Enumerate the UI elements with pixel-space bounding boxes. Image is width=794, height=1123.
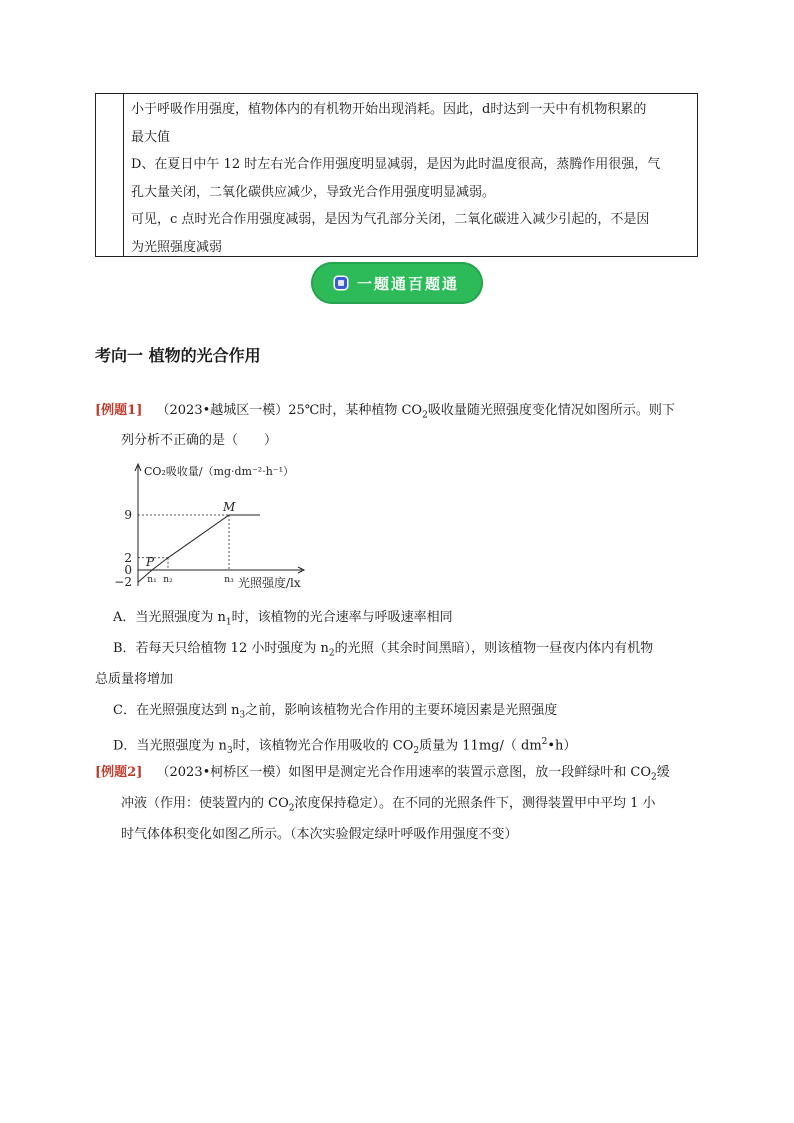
example1-line2: 列分析不正确的是（ ） — [121, 433, 278, 448]
example1-tag: [例题1] — [95, 403, 143, 418]
series-line — [138, 515, 260, 582]
point-label-p: P — [146, 555, 155, 569]
table-line: 可见，c 点时光合作用强度减弱，是因为气孔部分关闭，二氧化碳进入减少引起的，不是因 — [131, 212, 650, 227]
example1-text: 吸收量随光照强度变化情况如图所示。则下 — [427, 403, 675, 418]
chart-marks — [138, 515, 260, 582]
example2-text: （2023•柯桥区一模）如图甲是测定光合作用速率的装置示意图，放一段鲜绿叶和 CO — [156, 765, 651, 780]
example1-text: （2023•越城区一模）25℃时，某种植物 CO — [156, 403, 423, 418]
subscript: 2 — [328, 648, 335, 659]
option-text: C．在光照强度达到 n — [113, 703, 240, 718]
option-b — [113, 639, 653, 664]
option-text: 时，该植物光合作用吸收的 CO — [232, 738, 414, 754]
answer-cell — [131, 96, 693, 261]
subscript: 2 — [288, 803, 295, 814]
badge-label: 一题通百题通 — [356, 274, 459, 293]
example2-tag: [例题2] — [95, 765, 143, 780]
subscript: 3 — [226, 745, 233, 756]
example2-line1 — [95, 763, 670, 788]
example2-line2 — [121, 794, 656, 819]
section-badge — [311, 262, 483, 304]
y-tick-label: 2 — [124, 550, 132, 565]
table-line: 孔大量关闭，二氧化碳供应减少，导致光合作用强度明显减弱。 — [131, 184, 496, 200]
example2-text: 浓度保持稳定）。在不同的光照条件下，测得装置甲中平均 1 小 — [294, 796, 656, 811]
chart-axes — [135, 464, 304, 586]
example2-text: 冲液（作用：使装置内的 CO — [121, 796, 289, 811]
option-text: 时，该植物的光合速率与呼吸速率相同 — [231, 610, 453, 625]
option-text: B．若每天只给植物 12 小时强度为 n — [113, 641, 329, 656]
subscript: 2 — [651, 772, 657, 783]
table-line: D、在夏日中午 12 时左右光合作用强度明显减弱，是因为此时温度很高，蒸腾作用很强，气 — [131, 157, 661, 172]
subscript: 2 — [413, 745, 420, 756]
y-tick-label: 0 — [124, 563, 132, 577]
option-a — [113, 608, 453, 633]
option-text: 之前，影响该植物光合作用的主要环境因素是光照强度 — [245, 703, 558, 718]
table-line: 最大值 — [131, 129, 171, 145]
table-column-divider — [123, 94, 124, 256]
option-text: 的光照（其余时间黑暗），则该植物一昼夜内体内有机物 — [334, 641, 654, 656]
x-tick-label: n₁ — [147, 575, 157, 585]
option-c — [113, 701, 557, 726]
subscript: 1 — [225, 617, 232, 628]
co2-absorption-chart — [112, 458, 322, 598]
example1-line1 — [95, 401, 675, 426]
x-tick-label: n₃ — [224, 575, 234, 585]
table-line: 为光照强度减弱 — [131, 239, 223, 255]
x-axis-label: 光照强度/lx — [238, 576, 301, 590]
option-d — [113, 732, 576, 761]
point-label-m: M — [223, 500, 236, 515]
option-text: •h） — [547, 738, 577, 754]
answer-table — [95, 93, 698, 257]
badge-icon — [335, 277, 347, 289]
y-tick-label: 9 — [124, 508, 132, 523]
x-tick-label: n₂ — [163, 575, 173, 585]
option-b-continued: 总质量将增加 — [95, 672, 174, 687]
subscript: 3 — [239, 710, 246, 721]
option-text: D．当光照强度为 n — [113, 738, 227, 754]
section-title: 考向一 植物的光合作用 — [95, 346, 261, 365]
option-text: A．当光照强度为 n — [113, 610, 226, 625]
example2-text: 缓 — [656, 765, 670, 780]
subscript: 2 — [422, 410, 428, 421]
y-axis-label: CO₂吸收量/（mg·dm⁻²·h⁻¹） — [144, 465, 295, 478]
y-tick-label: −2 — [114, 575, 132, 590]
superscript: 2 — [541, 737, 548, 747]
table-line: 小于呼吸作用强度，植物体内的有机物开始出现消耗。因此，d时达到一天中有机物积累的 — [131, 102, 647, 117]
option-text: 质量为 11mg/（ dm — [419, 738, 542, 754]
chart-labels — [114, 464, 301, 590]
example2-line3: 时气体体积变化如图乙所示。（本次实验假定绿叶呼吸作用强度不变） — [121, 827, 518, 842]
